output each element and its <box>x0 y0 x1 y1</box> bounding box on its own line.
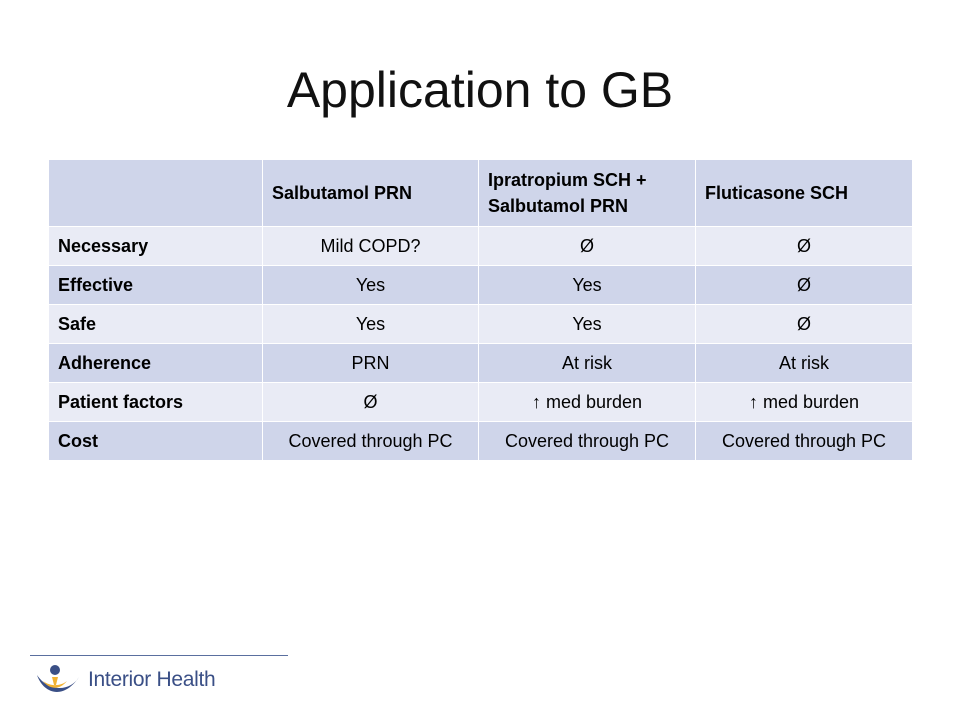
table-cell: Covered through PC <box>479 422 696 461</box>
row-label: Adherence <box>49 344 263 383</box>
comparison-table <box>48 159 913 461</box>
table-row <box>49 344 913 383</box>
table-row <box>49 422 913 461</box>
table-row <box>49 305 913 344</box>
table-cell: ↑ med burden <box>696 383 913 422</box>
table-cell: Mild COPD? <box>263 227 479 266</box>
row-label: Effective <box>49 266 263 305</box>
header-salbutamol-prn: Salbutamol PRN <box>263 160 479 227</box>
logo-text: Interior Health <box>88 668 216 691</box>
table-cell: PRN <box>263 344 479 383</box>
table-cell: Covered through PC <box>263 422 479 461</box>
row-label: Necessary <box>49 227 263 266</box>
table-row <box>49 266 913 305</box>
row-label: Safe <box>49 305 263 344</box>
row-label: Patient factors <box>49 383 263 422</box>
footer-divider <box>30 655 288 656</box>
table-cell: Ø <box>696 227 913 266</box>
header-ipratropium-salbutamol: Ipratropium SCH + Salbutamol PRN <box>479 160 696 227</box>
table-header-row <box>49 160 913 227</box>
table-cell: At risk <box>479 344 696 383</box>
slide-title: Application to GB <box>286 62 674 118</box>
header-fluticasone-sch: Fluticasone SCH <box>696 160 913 227</box>
row-label: Cost <box>49 422 263 461</box>
table-cell: Yes <box>263 266 479 305</box>
table-cell: At risk <box>696 344 913 383</box>
interior-health-logo <box>30 655 290 705</box>
table-cell: Ø <box>263 383 479 422</box>
table-cell: Yes <box>479 266 696 305</box>
table-cell: Ø <box>696 266 913 305</box>
table-row <box>49 227 913 266</box>
table-cell: Yes <box>263 305 479 344</box>
table-cell: Covered through PC <box>696 422 913 461</box>
table-row <box>49 383 913 422</box>
table-cell: Yes <box>479 305 696 344</box>
interior-health-person-icon <box>35 661 83 703</box>
table-cell: Ø <box>696 305 913 344</box>
table-cell: ↑ med burden <box>479 383 696 422</box>
header-corner-cell <box>49 160 263 227</box>
table-cell: Ø <box>479 227 696 266</box>
